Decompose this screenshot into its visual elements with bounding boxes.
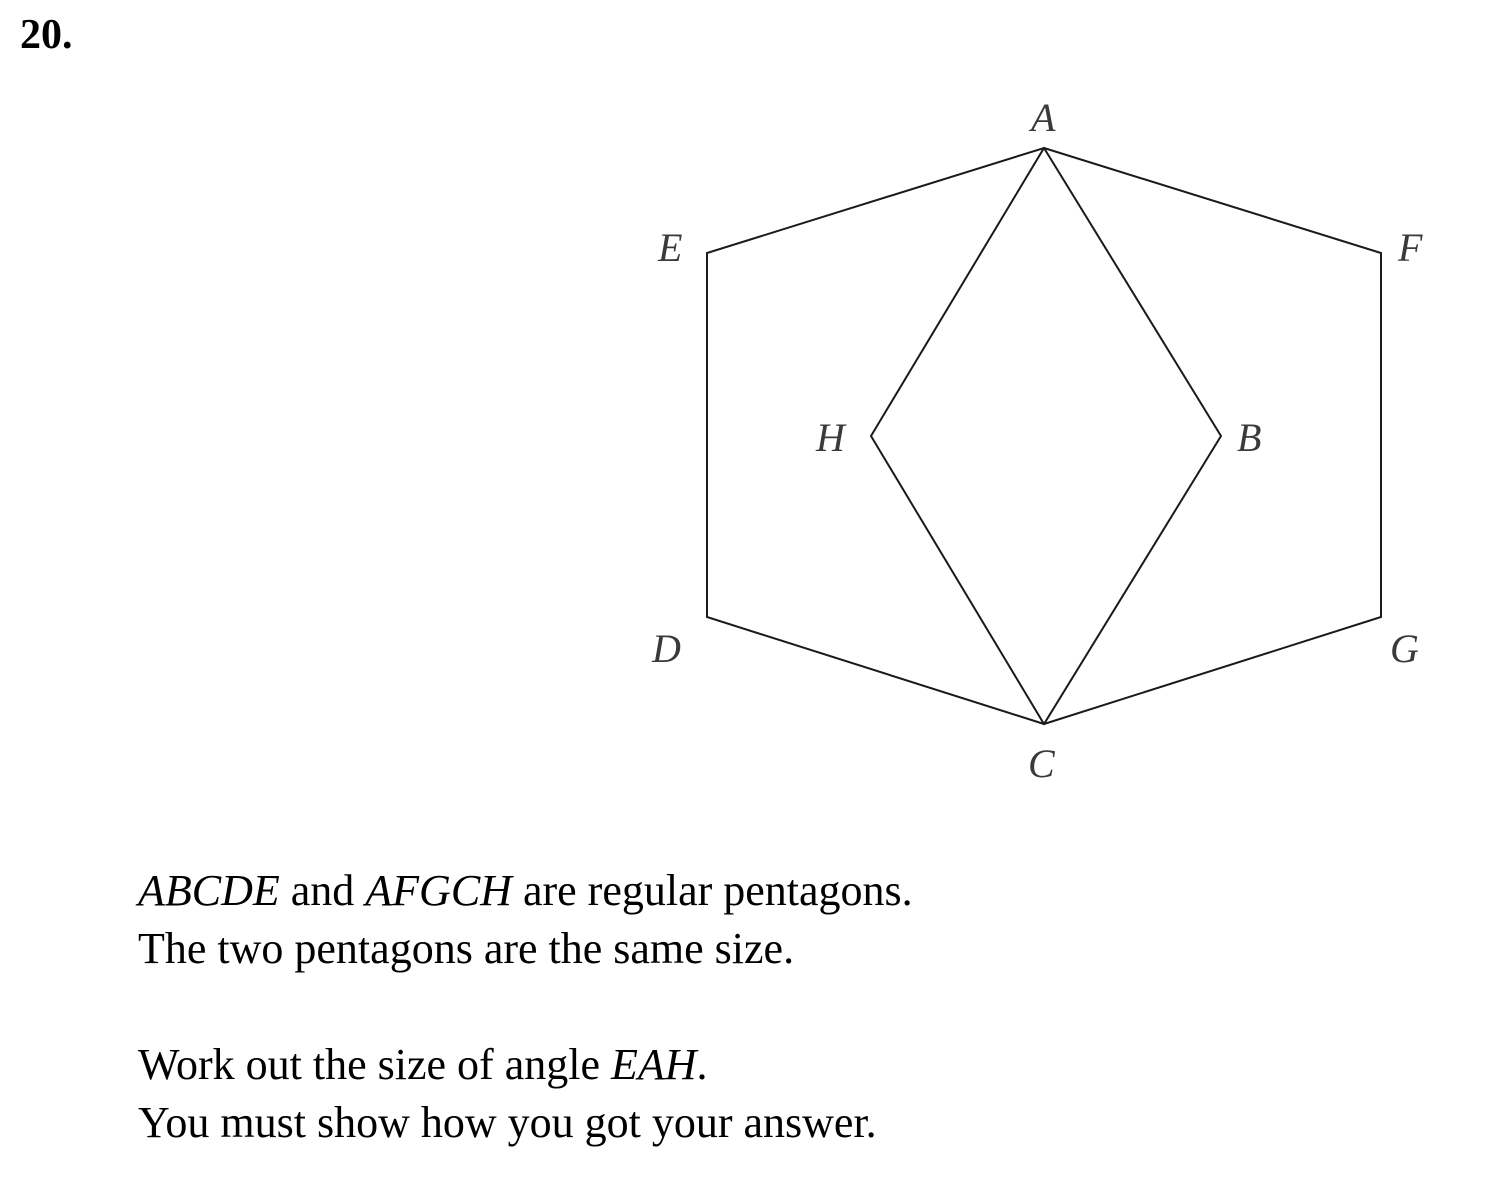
vertex-label-g: G	[1390, 626, 1419, 671]
task-instructions	[138, 1036, 877, 1152]
pentagon-afgch	[871, 148, 1381, 724]
angle-name-eah: EAH	[610, 1040, 697, 1089]
vertex-label-h: H	[816, 415, 845, 460]
pentagon-name-abcde: ABCDE	[138, 866, 280, 915]
vertex-label-c: C	[1028, 741, 1055, 786]
question-number: 20.	[20, 12, 73, 58]
text-fragment: .	[696, 1040, 708, 1089]
task-line-1	[138, 1036, 877, 1094]
statement-line-1	[138, 862, 913, 920]
statement-line-2: The two pentagons are the same size.	[138, 924, 795, 973]
vertex-label-e: E	[658, 225, 683, 270]
vertex-label-d: D	[652, 626, 681, 671]
text-fragment: and	[279, 866, 366, 915]
pentagon-name-afgch: AFGCH	[365, 866, 512, 915]
problem-statement	[138, 862, 913, 978]
task-line-2: You must show how you got your answer.	[138, 1098, 877, 1147]
vertex-label-f: F	[1398, 225, 1423, 270]
pentagon-abcde	[707, 148, 1221, 724]
vertex-label-a: A	[1031, 95, 1056, 140]
text-fragment: Work out the size of angle	[138, 1040, 611, 1089]
vertex-label-b: B	[1237, 415, 1262, 460]
text-fragment: are regular pentagons.	[511, 866, 913, 915]
